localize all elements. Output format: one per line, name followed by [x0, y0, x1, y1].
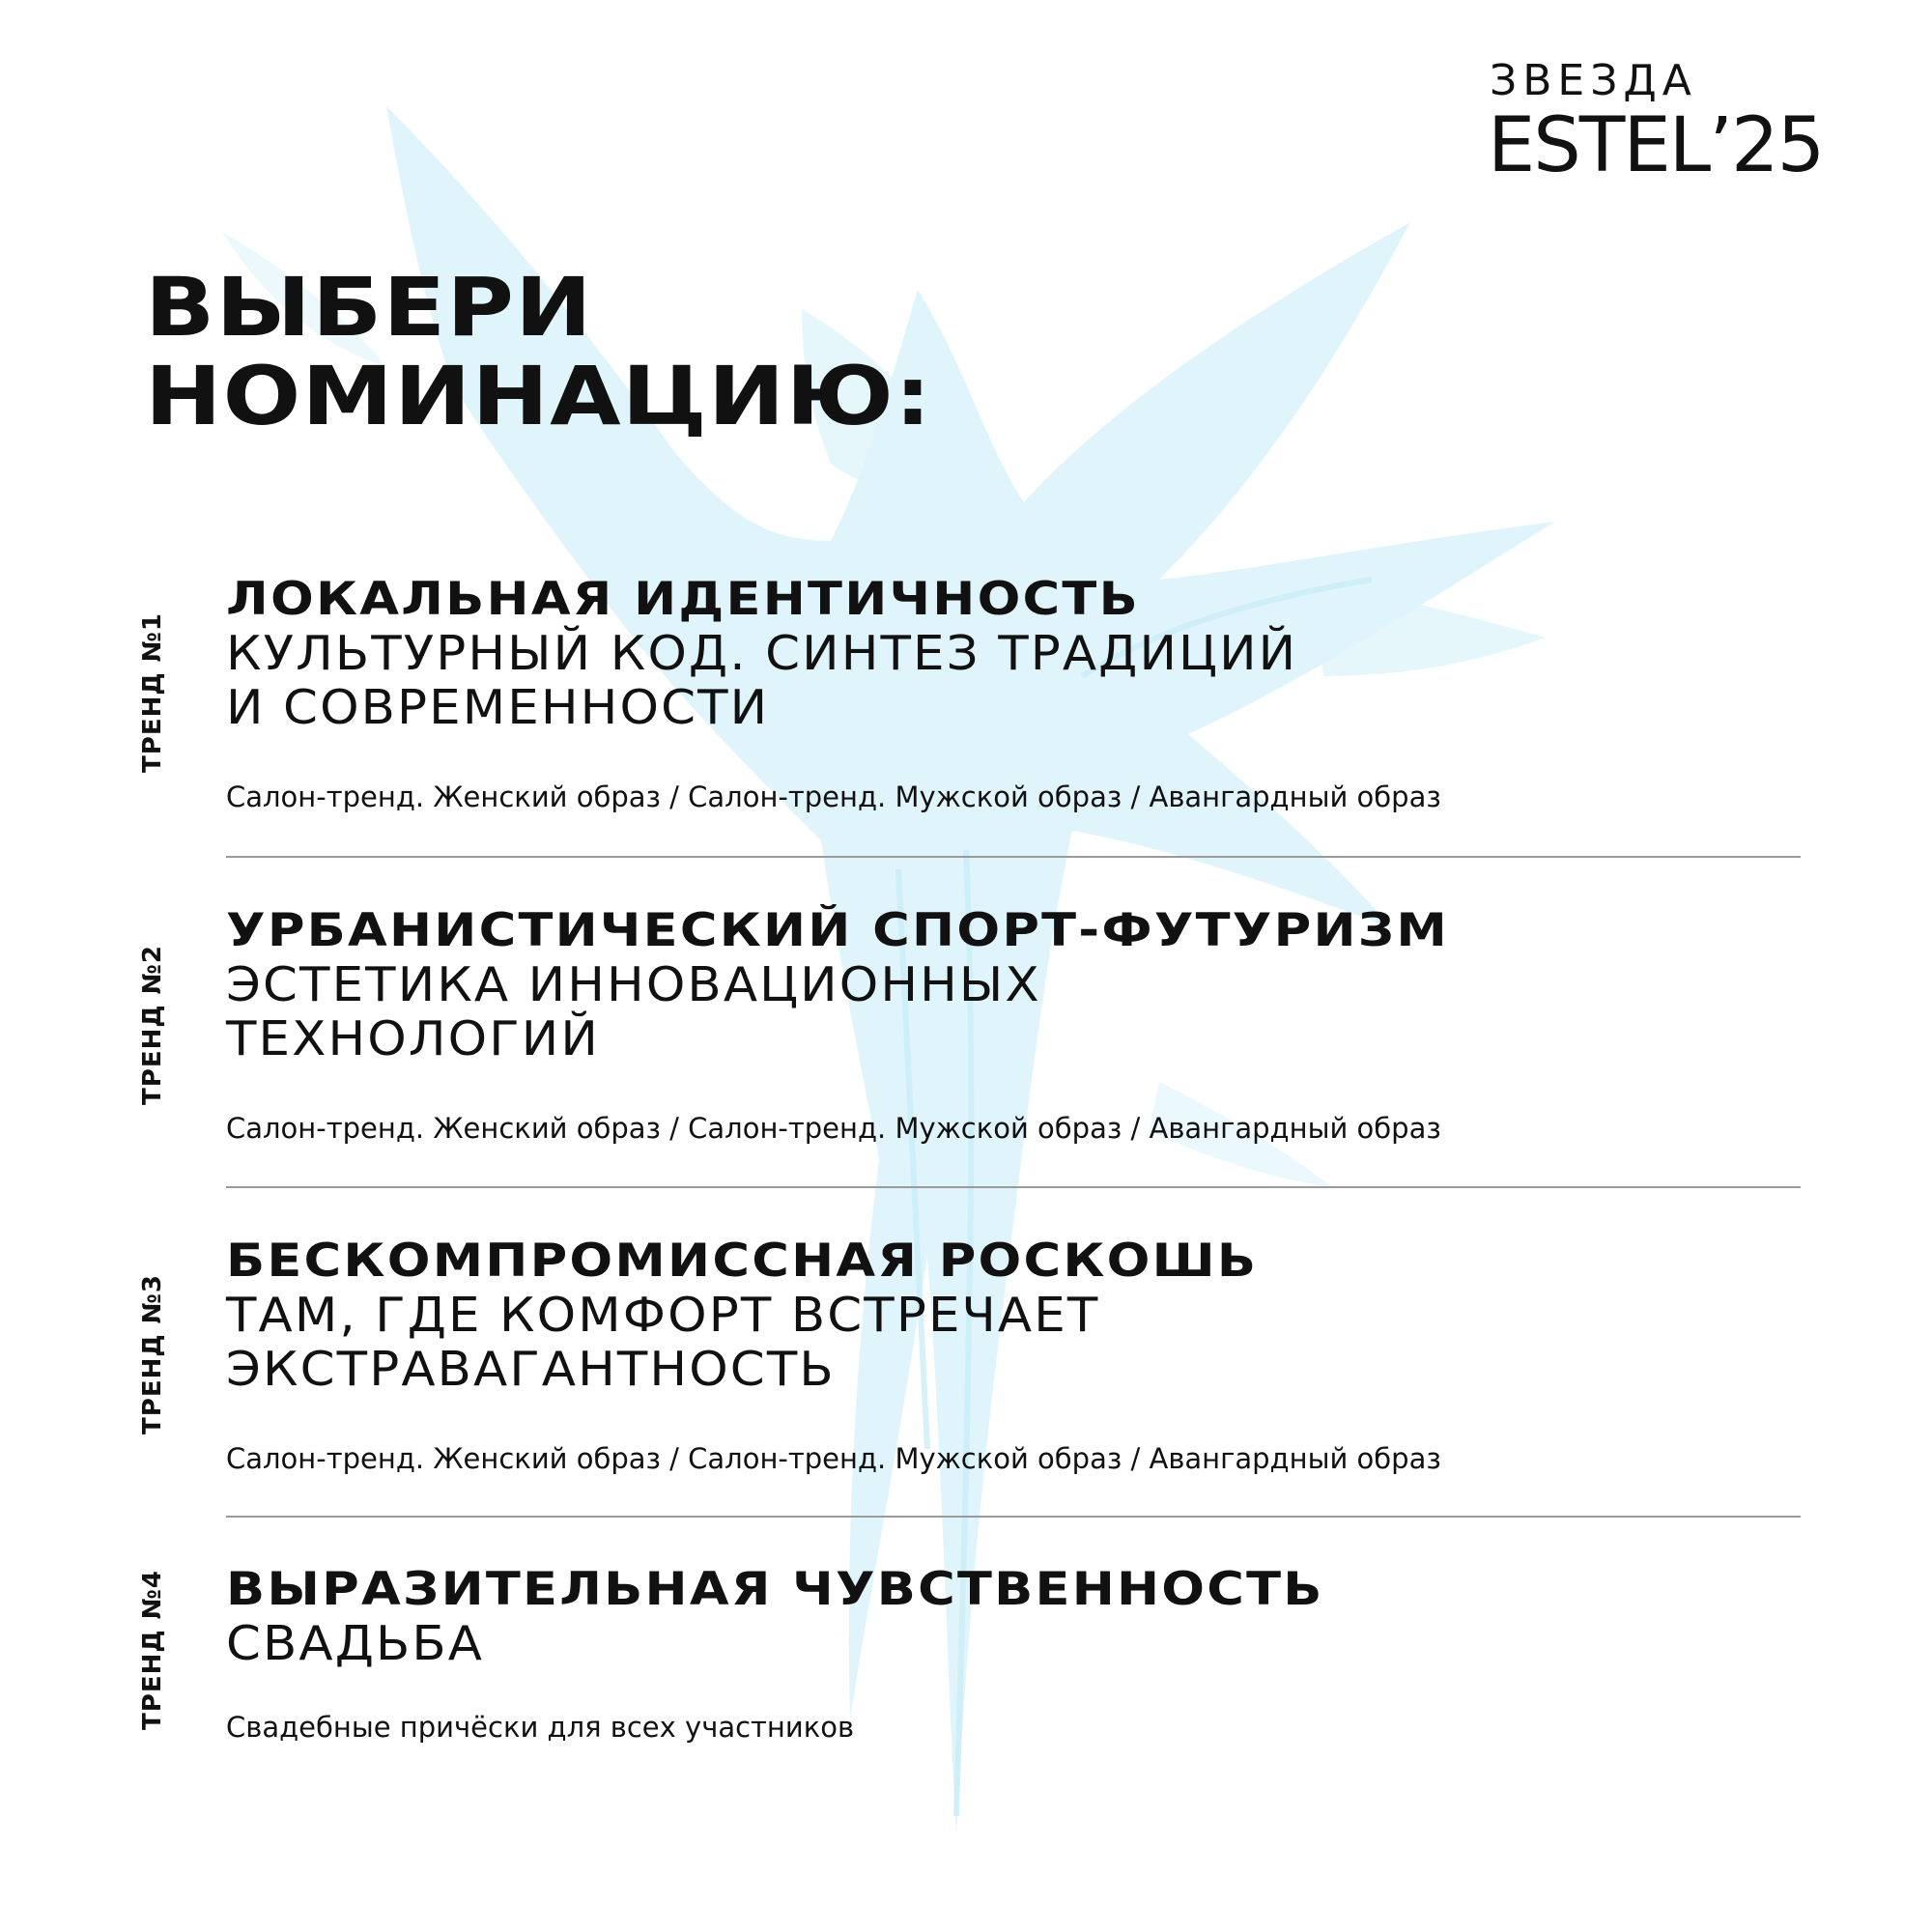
- trend-tag: [133, 1553, 172, 1746]
- trend-subtitle-line-1: ЭСТЕТИКА ИННОВАЦИОННЫХ: [226, 957, 1041, 1012]
- trend-tag: [133, 596, 172, 789]
- trend-title: БЕСКОМПРОМИССНАЯ РОСКОШЬ: [226, 1235, 1259, 1288]
- trend-body: [226, 573, 1810, 814]
- logo-top-text: ЗВЕЗДА: [1490, 56, 1697, 105]
- section-divider: [226, 856, 1801, 858]
- trend-title: ЛОКАЛЬНАЯ ИДЕНТИЧНОСТЬ: [226, 573, 1140, 626]
- section-divider: [226, 1186, 1801, 1188]
- trend-subtitle-line-2: ЭКСТРАВАГАНТНОСТЬ: [226, 1342, 836, 1397]
- trend-categories: Салон-тренд. Женский образ / Салон-тренд. Мужской образ / Авангардный образ: [226, 1442, 1441, 1475]
- trend-categories: Салон-тренд. Женский образ / Салон-тренд. Мужской образ / Авангардный образ: [226, 1112, 1441, 1145]
- page-title-line-2: НОМИНАЦИЮ:: [145, 349, 933, 443]
- trend-tag-label: ТРЕНД №3: [138, 1274, 167, 1434]
- trend-categories: Свадебные причёски для всех участников: [226, 1711, 855, 1744]
- page-title-line-1: ВЫБЕРИ: [145, 260, 593, 355]
- trend-categories: Салон-тренд. Женский образ / Салон-тренд. Мужской образ / Авангардный образ: [226, 781, 1441, 813]
- trend-subtitle-line-2: ТЕХНОЛОГИЙ: [226, 1011, 600, 1066]
- trend-body: [226, 1563, 1810, 1745]
- trend-title: ВЫРАЗИТЕЛЬНАЯ ЧУВСТВЕННОСТЬ: [226, 1563, 1324, 1616]
- trend-title: УРБАНИСТИЧЕСКИЙ СПОРТ-ФУТУРИЗМ: [226, 904, 1450, 957]
- trend-tag-label: ТРЕНД №1: [138, 612, 167, 773]
- trend-subtitle-line-1: ТАМ, ГДЕ КОМФОРТ ВСТРЕЧАЕТ: [226, 1288, 1100, 1343]
- trend-subtitle-line-1: КУЛЬТУРНЫЙ КОД. СИНТЕЗ ТРАДИЦИЙ: [226, 626, 1298, 681]
- trend-tag-label: ТРЕНД №2: [138, 945, 167, 1105]
- trend-tag-label: ТРЕНД №4: [138, 1570, 167, 1730]
- page-title: [145, 260, 933, 443]
- section-divider: [226, 1516, 1801, 1518]
- trend-body: [226, 1235, 1810, 1476]
- logo-bottom-text: ESTEL’25: [1488, 102, 1824, 189]
- trend-tag: [133, 928, 172, 1122]
- trend-body: [226, 904, 1810, 1146]
- trend-subtitle-line-1: СВАДЬБА: [226, 1616, 485, 1671]
- trend-tag: [133, 1258, 172, 1451]
- trend-subtitle-line-2: И СОВРЕМЕННОСТИ: [226, 680, 770, 735]
- brand-logo: [1488, 56, 1893, 189]
